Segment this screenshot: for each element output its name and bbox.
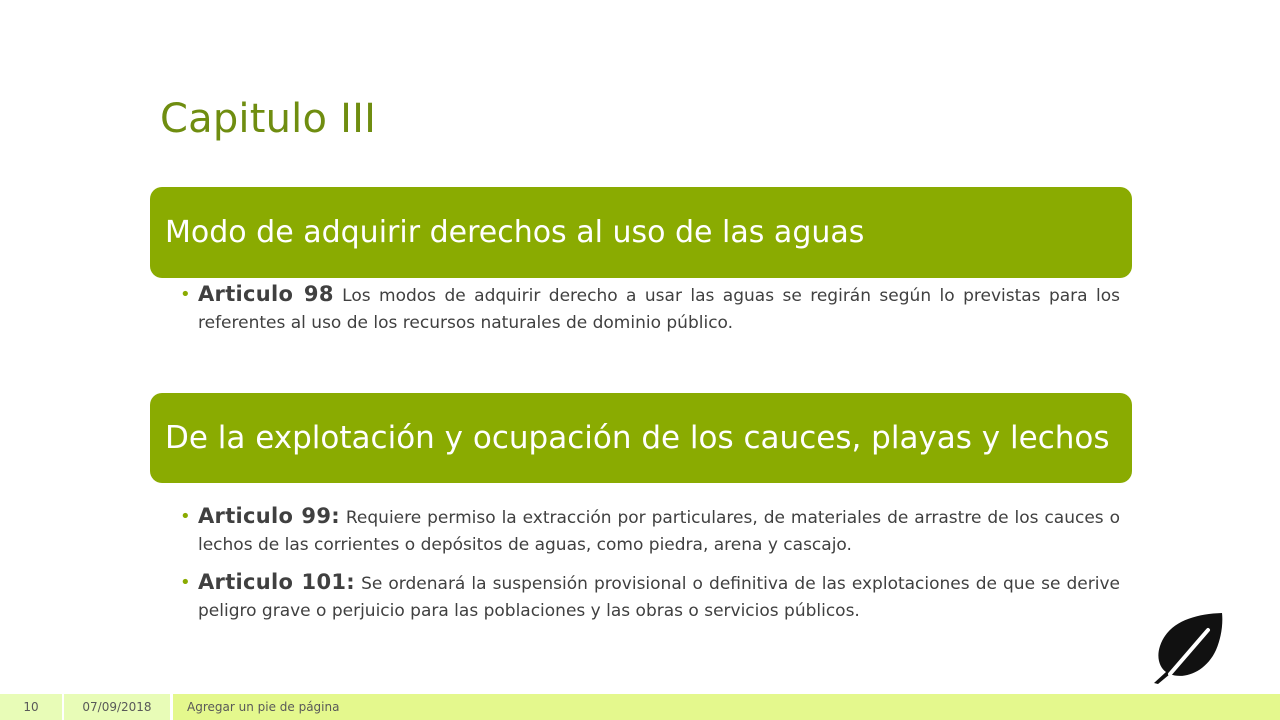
leaf-icon [1150,612,1224,684]
slide-title: Capitulo III [160,96,377,142]
list-item [180,281,1120,337]
bullet-dot: • [180,572,191,593]
article-text: Requiere permiso la extracción por particulares, de materiales de arrastre de los cauces o lechos de las corrientes o depósitos de aguas, como piedra, arena y cascajo. [198,508,1120,555]
article-label: Articulo 99: [198,504,340,528]
section-heading-water-rights [150,187,1132,278]
article-text: Se ordenará la suspensión provisional o definitiva de las explotaciones de que se derive peligro grave o perjuicio para las poblaciones y las obras o servicios públicos. [198,574,1120,621]
article-label: Articulo 101: [198,570,355,594]
footer-date: 07/09/2018 [62,694,170,720]
bullet-list-water-rights [180,281,1120,337]
bullet-list-riverbeds [180,503,1120,625]
article-label: Articulo 98 [198,282,334,306]
article-text: Los modos de adquirir derecho a usar las aguas se regirán según lo previstas para los referentes al uso de los recursos naturales de dominio público. [198,286,1120,333]
footer-text[interactable]: Agregar un pie de página [170,694,1280,720]
page-number: 10 [0,694,62,720]
section-heading-text: Modo de adquirir derechos al uso de las aguas [165,215,865,250]
bullet-dot: • [180,284,191,305]
section-heading-riverbeds [150,393,1132,483]
bullet-dot: • [180,506,191,527]
section-heading-text: De la explotación y ocupación de los cauces, playas y lechos [165,420,1110,456]
slide-footer [0,694,1280,720]
list-item [180,569,1120,625]
list-item [180,503,1120,559]
